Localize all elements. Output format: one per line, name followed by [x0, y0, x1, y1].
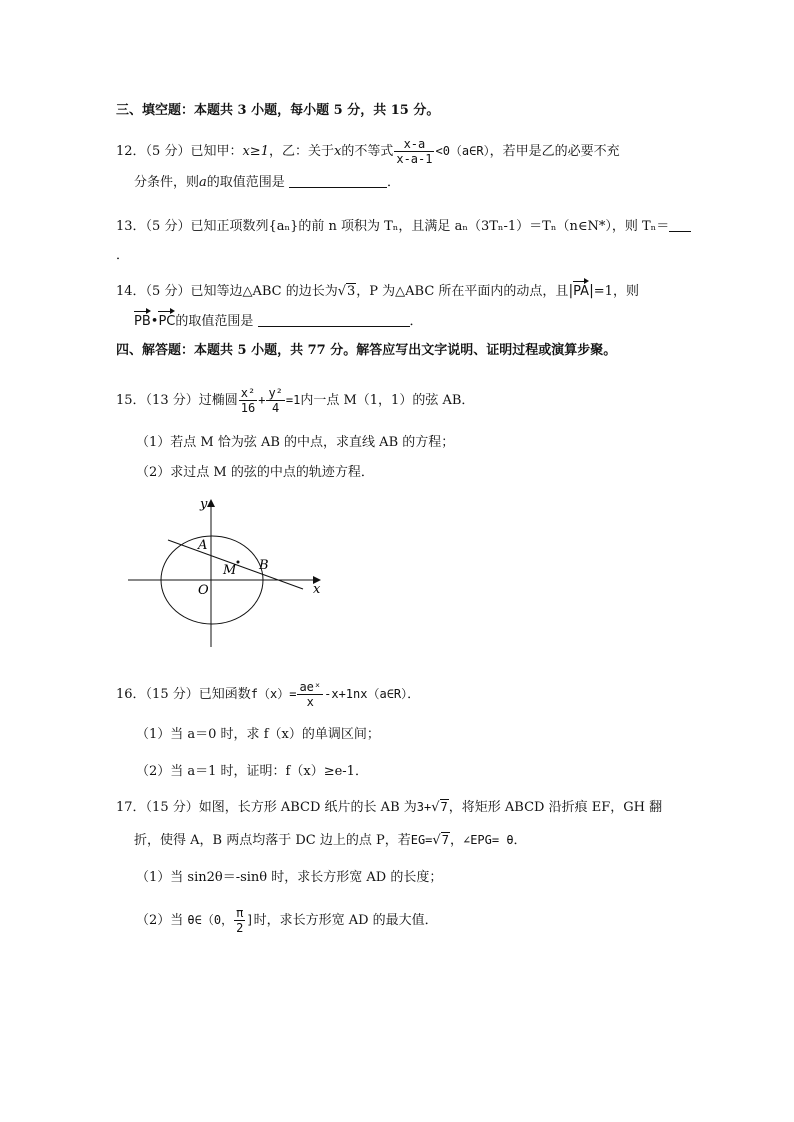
q13-answer-blank[interactable] — [669, 218, 691, 232]
question-14-line2 — [134, 313, 423, 331]
label-m: M — [223, 563, 237, 578]
q12-frac-denominator: x-a-1 — [396, 152, 433, 166]
q14-points: （5 分） — [145, 284, 191, 299]
q12-text: 分条件，则 — [134, 175, 200, 190]
q17-points: （15 分） — [145, 800, 199, 815]
q12-frac-numerator: x-a — [394, 137, 434, 152]
q16-points: （15 分） — [145, 687, 199, 702]
question-12 — [116, 137, 620, 166]
q15-frac-numerator: y² — [268, 386, 283, 400]
ellipse-figure — [128, 492, 338, 652]
q17-eg: EG= — [410, 833, 433, 847]
label-a: A — [198, 538, 208, 553]
label-y: y — [200, 497, 208, 512]
q15-fraction-y — [266, 386, 284, 415]
q14-dot: • — [150, 314, 159, 329]
q12-condition: x≥1 — [242, 144, 269, 159]
label-o: O — [198, 583, 209, 598]
question-13-line2: ． — [116, 248, 130, 263]
q15-sub2: （2）求过点 M 的弦的中点的轨迹方程． — [136, 465, 374, 480]
q14-vector-pa: PA — [573, 284, 590, 299]
q15-frac-denominator: 16 — [240, 401, 256, 415]
q15-frac-numerator: x² — [240, 386, 256, 400]
q14-sqrt: √3 — [337, 284, 356, 299]
q13-number: 13． — [116, 219, 146, 234]
q17-text: 折，使得 A，B 两点均落于 DC 边上的点 P，若 — [134, 833, 411, 848]
q17-sub1: （1）当 sin2θ＝-sinθ 时，求长方形宽 AD 的长度； — [136, 870, 443, 885]
q17-pi-fraction — [234, 906, 245, 935]
q14-text: 的取值范围是 — [175, 314, 254, 329]
q14-text: ，P 为△ABC 所在平面内的动点，且 — [356, 284, 569, 299]
q15-points: （13 分） — [145, 393, 199, 408]
point-m — [237, 561, 240, 564]
q17-theta-range-end: ] — [246, 913, 254, 927]
q12-number: 12． — [116, 144, 146, 159]
q17-text: ， — [449, 833, 463, 848]
q16-text: 已知函数 — [198, 687, 251, 702]
q17-length: 3+ — [416, 800, 432, 814]
q12-text: ，乙：关于 — [268, 144, 334, 159]
q12-text: ． — [386, 175, 400, 190]
question-15 — [116, 386, 474, 415]
q16-fraction — [297, 680, 323, 709]
q16-function-tail: -x+1nx（a∈R） — [324, 687, 408, 701]
question-14: 14．（5 分）已知等边△ABC 的边长为√3，P 为△ABC 所在平面内的动点，且|PA|=1，则 — [116, 283, 639, 299]
q12-fraction — [394, 137, 434, 166]
q16-text: ． — [407, 687, 421, 702]
q12-text: 的不等式 — [341, 144, 394, 159]
q17-sub2 — [136, 906, 438, 935]
q15-number: 15． — [116, 393, 146, 408]
q17-text: ． — [513, 833, 527, 848]
q17-pi-numerator: π — [236, 906, 244, 920]
q16-sub2: （2）当 a＝1 时，证明：f（x）≥e-1． — [136, 764, 368, 779]
question-16 — [116, 680, 420, 709]
q15-equals: =1 — [285, 393, 301, 407]
q14-answer-blank[interactable] — [258, 313, 410, 327]
q15-frac-denominator: 4 — [272, 401, 280, 415]
q12-answer-blank[interactable] — [289, 174, 387, 188]
q17-text: 如图，长方形 ABCD 纸片的长 AB 为 — [198, 800, 417, 815]
q17-text: 时，求长方形宽 AD 的最大值． — [253, 913, 438, 928]
q15-sub1: （1）若点 M 恰为弦 AB 的中点，求直线 AB 的方程； — [136, 435, 455, 450]
q13-points: （5 分） — [145, 219, 191, 234]
q12-var-x: x — [333, 144, 342, 159]
q14-text: 已知等边△ABC 的边长为 — [190, 284, 338, 299]
q12-points: （5 分） — [145, 144, 191, 159]
q14-vector-pb: PB — [134, 314, 151, 329]
q14-number: 14． — [116, 284, 146, 299]
q14-sqrt-value: 3 — [347, 284, 356, 299]
q14-text: ． — [409, 314, 423, 329]
q12-var-a: a — [199, 175, 207, 190]
q13-text: 已知正项数列{aₙ}的前 n 项积为 Tₙ，且满足 aₙ（3Tₙ-1）＝Tₙ（n∈N*），则 Tₙ＝ — [190, 219, 670, 234]
q15-text: 过椭圆 — [198, 393, 238, 408]
q16-sub1: （1）当 a＝0 时，求 f（x）的单调区间； — [136, 727, 380, 742]
q16-frac-numerator: aeˣ — [299, 680, 322, 694]
section-3-title: 三、填空题：本题共 3 小题，每小题 5 分，共 15 分。 — [116, 103, 440, 118]
q17-text: （2）当 — [136, 913, 184, 928]
question-13 — [116, 218, 691, 236]
q12-text: 的取值范围是 — [206, 175, 285, 190]
q15-fraction-x — [239, 386, 257, 415]
q17-theta-range: θ∈（0， — [187, 913, 234, 927]
q16-number: 16． — [116, 687, 146, 702]
label-b: B — [259, 558, 269, 573]
q17-text: ，将矩形 ABCD 沿折痕 EF，GH 翻 — [448, 800, 663, 815]
q15-plus: + — [258, 393, 266, 407]
q12-text: ，若甲是乙的必要不充 — [489, 144, 620, 159]
q17-eg-sqrt: √7 — [432, 833, 449, 848]
q17-sqrt-value: 7 — [440, 800, 448, 814]
label-x: x — [313, 582, 321, 597]
q14-vector-pc: PC — [158, 314, 176, 329]
question-17-line2 — [134, 831, 527, 850]
q17-sqrt: √7 — [431, 800, 448, 815]
q16-frac-denominator: x — [306, 695, 314, 709]
question-17 — [116, 798, 662, 817]
q17-pi-denominator: 2 — [236, 921, 244, 935]
question-12-line2 — [134, 174, 400, 192]
q12-text: 已知甲： — [190, 144, 243, 159]
q15-text: 内一点 M（1，1）的弦 AB． — [300, 393, 475, 408]
q12-inequality: <0（a∈R） — [435, 144, 490, 158]
q14-text: =1，则 — [593, 284, 639, 299]
q17-number: 17． — [116, 800, 146, 815]
q17-eg-sqrt-value: 7 — [441, 833, 449, 847]
section-4-title: 四、解答题：本题共 5 小题，共 77 分。解答应写出文字说明、证明过程或演算步聚。 — [116, 343, 617, 358]
q16-function-name: f（x）= — [250, 687, 297, 701]
q17-angle: ∠EPG= θ — [462, 833, 514, 847]
